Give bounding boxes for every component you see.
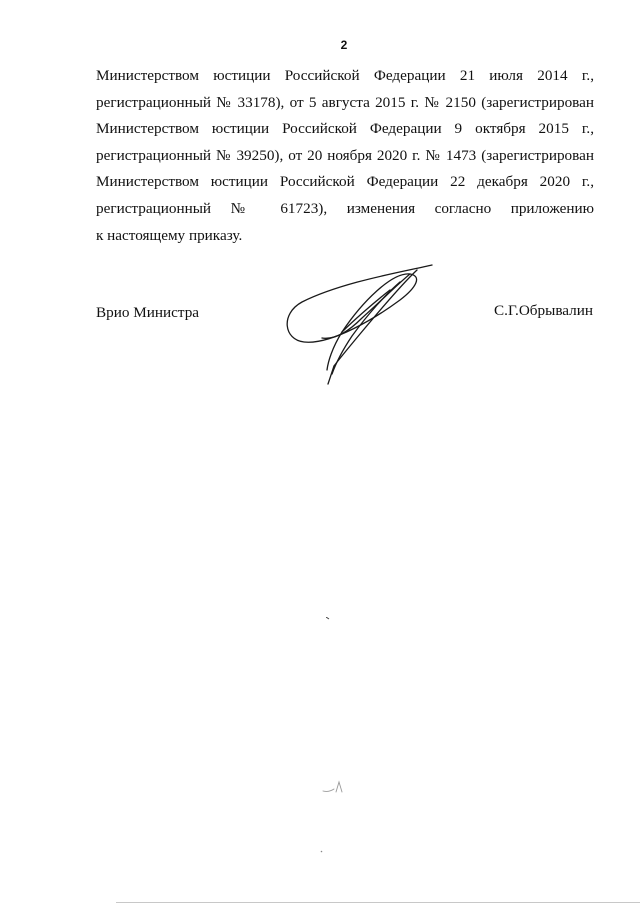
signatory-title: Врио Министра: [96, 304, 200, 321]
signatory-name: С.Г.Обрывалин: [494, 302, 593, 319]
body-line: к настоящему приказу.: [96, 226, 243, 244]
body-line: регистрационный № 33178), от 5 августа 2015 г. № 2150 (зарегистрирован: [96, 93, 594, 111]
body-line: регистрационный № 39250), от 20 ноября 2020 г. № 1473 (зарегистрирован: [96, 146, 594, 164]
scan-speck: [326, 617, 330, 620]
scan-edge-line: [116, 902, 640, 903]
faint-handwritten-mark: [322, 780, 344, 794]
body-line: Министерством юстиции Российской Федерации 9 октября 2015 г.,: [96, 120, 594, 138]
handwritten-signature: [282, 262, 442, 387]
scan-speck: [320, 850, 323, 853]
body-line: регистрационный № 61723), изменения согласно приложению: [96, 199, 594, 217]
body-paragraph: [96, 63, 594, 249]
body-line: Министерством юстиции Российской Федерации 21 июля 2014 г.,: [96, 67, 594, 84]
page-number: 2: [340, 38, 348, 52]
body-line: Министерством юстиции Российской Федерации 22 декабря 2020 г.,: [96, 173, 594, 191]
